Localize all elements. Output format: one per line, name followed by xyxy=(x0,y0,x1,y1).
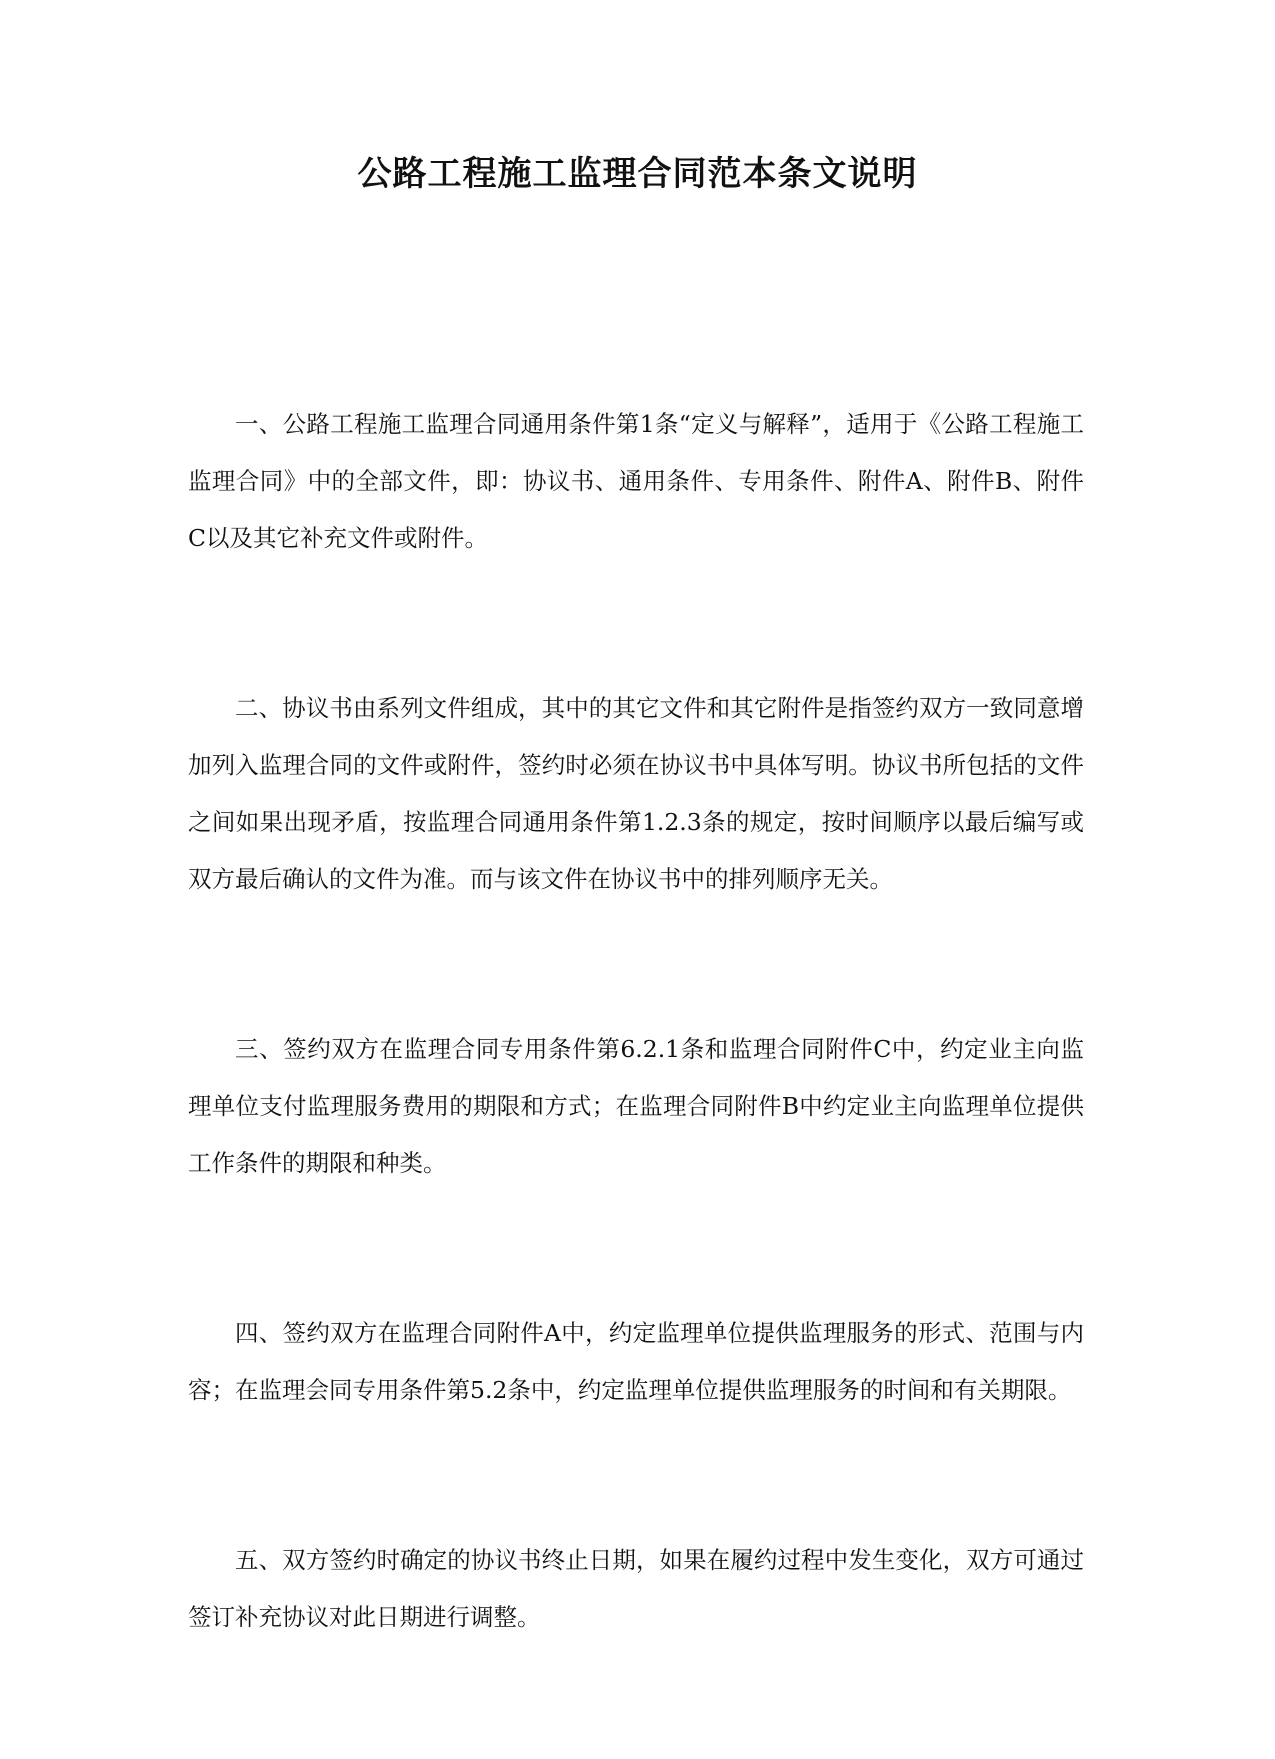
paragraph-1: 一、公路工程施工监理合同通用条件第1条“定义与解释”，适用于《公路工程施工监理合同》中的全部文件，即：协议书、通用条件、专用条件、附件A、附件B、附件C以及其它补充文件或附件。 xyxy=(188,410,1084,552)
paragraph-4: 四、签约双方在监理合同附件A中，约定监理单位提供监理服务的形式、范围与内容；在监理会同专用条件第5.2条中，约定监理单位提供监理服务的时间和有关期限。 xyxy=(188,1319,1084,1404)
paragraph-2: 二、协议书由系列文件组成，其中的其它文件和其它附件是指签约双方一致同意增加列入监理合同的文件或附件，签约时必须在协议书中具体写明。协议书所包括的文件之间如果出现矛盾，按监理合同通用条件第1.2.3条的规定，按时间顺序以最后编写或双方最后确认的文件为准。而与该文件在协议书中的排列顺序无关。 xyxy=(188,694,1084,893)
paragraph-5: 五、双方签约时确定的协议书终止日期，如果在履约过程中发生变化，双方可通过签订补充协议对此日期进行调整。 xyxy=(188,1546,1084,1631)
paragraph-3: 三、签约双方在监理合同专用条件第6.2.1条和监理合同附件C中，约定业主向监理单位支付监理服务费用的期限和方式；在监理合同附件B中约定业主向监理单位提供工作条件的期限和种类。 xyxy=(188,1035,1084,1177)
document-body xyxy=(188,396,1084,1759)
document-title: 公路工程施工监理合同范本条文说明 xyxy=(357,154,918,194)
